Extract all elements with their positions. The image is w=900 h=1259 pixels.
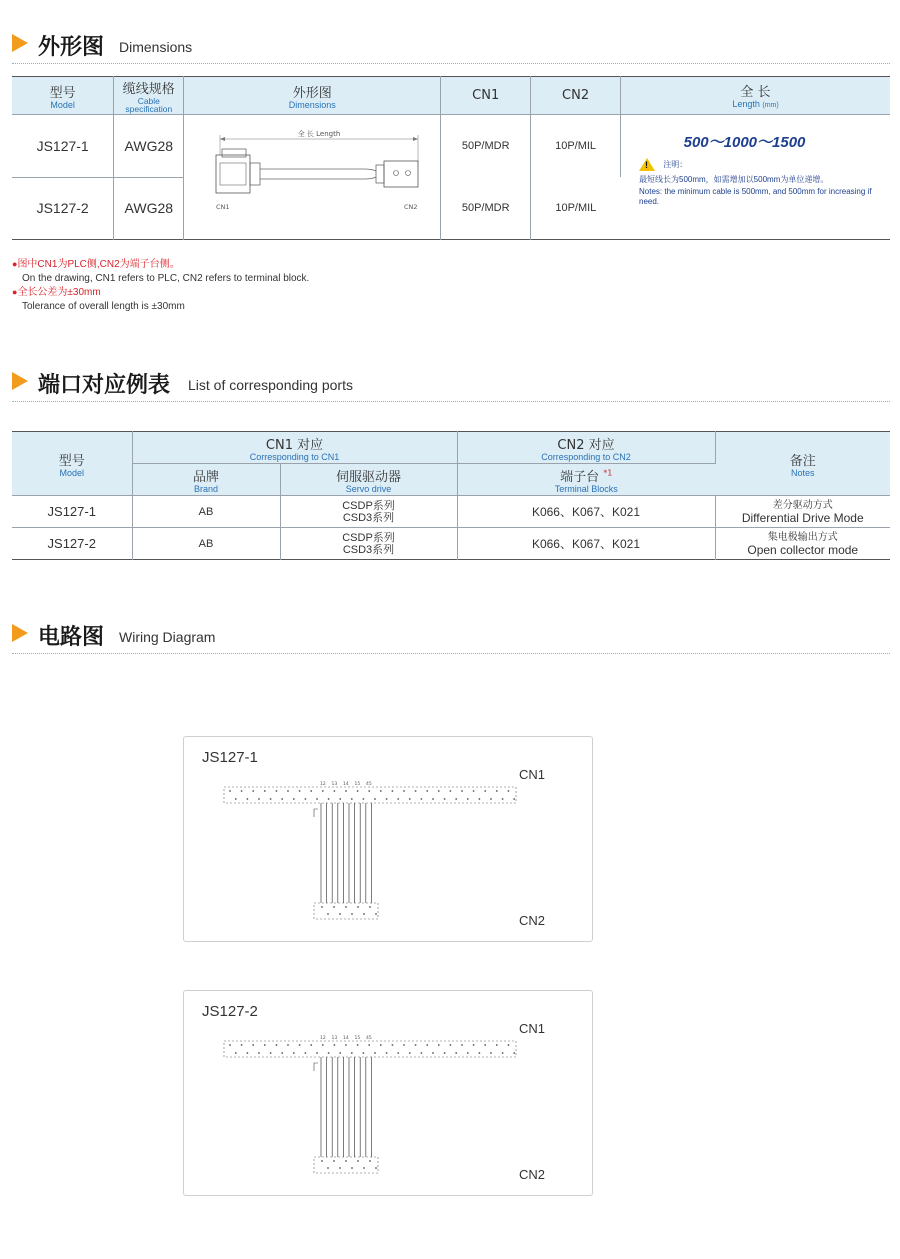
row1-terminal: K066、K067、K021: [457, 496, 715, 528]
pin-label: 14: [343, 782, 349, 787]
cn1-pin: [345, 1044, 347, 1046]
cn1-pin: [287, 1044, 289, 1046]
cn1-pin: [484, 790, 486, 792]
section-title-cn: 外形图: [38, 35, 105, 60]
section-title-cn: 电路图: [38, 625, 105, 650]
cn2-pin: [351, 1167, 353, 1169]
pin-label: 45: [366, 782, 372, 787]
cn1-pin: [392, 1044, 394, 1046]
cn1-pin: [421, 798, 423, 800]
row2-terminal: K066、K067、K021: [457, 528, 715, 560]
cn1-pin: [409, 1052, 411, 1054]
cn1-pin: [450, 1044, 452, 1046]
cn1-pin: [299, 1044, 301, 1046]
pin-label: 14: [343, 1036, 349, 1041]
section-header-ports: [12, 368, 890, 402]
section-header-wiring: [12, 620, 890, 654]
cn1-pin: [270, 798, 272, 800]
cn1-pin: [403, 790, 405, 792]
cn1-pin: [252, 790, 254, 792]
cn1-pin: [461, 790, 463, 792]
wiring-cn1-label: CN1: [519, 1021, 546, 1036]
cn1-pin: [473, 790, 475, 792]
warning-icon: !: [639, 158, 655, 171]
cn1-pin: [450, 790, 452, 792]
cn2-pin: [339, 1167, 341, 1169]
row1-awg: AWG28: [114, 115, 184, 178]
cn1-pin: [490, 1052, 492, 1054]
pin-label: 15: [354, 1036, 361, 1041]
cn2-pin: [363, 1167, 365, 1169]
cn1-pin: [513, 1052, 515, 1054]
pin-label: 12: [320, 1036, 326, 1041]
row2-model: JS127-2: [12, 528, 132, 560]
header-model: 型号 Model: [12, 77, 114, 115]
cn1-pin: [229, 1044, 231, 1046]
cn2-pin: [333, 1160, 335, 1162]
cn1-pin: [316, 1052, 318, 1054]
cn1-pin: [403, 1044, 405, 1046]
cn1-pin: [293, 1052, 295, 1054]
section-title-en: Wiring Diagram: [119, 629, 216, 645]
cn1-pin: [455, 798, 457, 800]
cn1-pin: [281, 798, 283, 800]
cn1-pin: [473, 1044, 475, 1046]
section-title-cn: 端口对应例表: [38, 373, 171, 398]
cn2-pin: [375, 913, 377, 915]
row1-cn2: 10P/MIL: [531, 115, 621, 178]
header-cn1: CN1 对应 Corresponding to CN1: [132, 432, 457, 464]
footnote-1: ●图中CN1为PLC侧,CN2为端子台侧。 On the drawing, CN1 refers to PLC, CN2 refers to terminal block.: [12, 259, 310, 284]
row2-cn1: 50P/MDR: [441, 177, 531, 240]
cn1-pin: [479, 1052, 481, 1054]
cn2-pin: [327, 913, 329, 915]
cn1-pin: [409, 798, 411, 800]
cn1-pin: [502, 1052, 504, 1054]
cn1-pin: [368, 1044, 370, 1046]
cn1-pin: [508, 790, 510, 792]
cn1-pin: [310, 1044, 312, 1046]
cable-drawing: [184, 115, 440, 239]
header-dimensions: 外形图 Dimensions: [184, 77, 441, 115]
pin-label: 15: [354, 782, 361, 787]
cn1-pin: [432, 1052, 434, 1054]
cn1-pin: [438, 790, 440, 792]
cn1-pin: [513, 798, 515, 800]
cn1-pin: [484, 1044, 486, 1046]
cn1-pin: [252, 1044, 254, 1046]
cn2-pin: [333, 906, 335, 908]
cn1-pin: [502, 798, 504, 800]
cn1-pin: [328, 798, 330, 800]
cn2-pin: [321, 1160, 323, 1162]
header-cn2: CN2: [531, 77, 621, 115]
cn1-pin: [293, 798, 295, 800]
cn1-pin: [444, 1052, 446, 1054]
pin-label: 13: [331, 1036, 338, 1041]
cn1-pin: [479, 798, 481, 800]
wiring-cn2-label: CN2: [519, 1167, 546, 1182]
arrow-icon: [12, 34, 28, 52]
header-length: 全 长 Length (mm): [621, 77, 891, 115]
cn1-pin: [334, 1044, 336, 1046]
cn1-pin: [235, 1052, 237, 1054]
header-model: 型号 Model: [12, 432, 132, 496]
row1-notes: 差分驱动方式 Differential Drive Mode: [715, 496, 890, 528]
cn1-pin: [380, 790, 382, 792]
row1-servo: CSDP系列 CSD3系列: [280, 496, 457, 528]
cn1-pin: [455, 1052, 457, 1054]
drawing-cn1-label: CN1: [216, 203, 230, 211]
cn1-pin: [496, 1044, 498, 1046]
wiring-cn1-label: CN1: [519, 767, 546, 782]
row1-brand: AB: [132, 496, 280, 528]
arrow-icon: [12, 624, 28, 642]
cn1-pin: [421, 1052, 423, 1054]
cn2-pin: [345, 1160, 347, 1162]
length-cell: [621, 115, 891, 240]
row2-notes: 集电极输出方式 Open collector mode: [715, 528, 890, 560]
cn1-pin: [310, 790, 312, 792]
header-brand: 品牌 Brand: [132, 464, 280, 496]
cn1-pin: [386, 798, 388, 800]
wire-bracket: [314, 809, 318, 817]
cn1-pin: [334, 790, 336, 792]
cn2-pin: [363, 913, 365, 915]
length-values: 500～1000～1500: [683, 134, 806, 151]
cn1-pin: [281, 1052, 283, 1054]
wiring-schematic: [184, 991, 594, 1197]
header-cn2: CN2 对应 Corresponding to CN2: [457, 432, 715, 464]
wire-bracket: [314, 1063, 318, 1071]
cn2-pin: [369, 906, 371, 908]
row2-awg: AWG28: [114, 177, 184, 240]
cn1-pin: [305, 798, 307, 800]
cn1-pin: [386, 1052, 388, 1054]
cn2-pin: [321, 906, 323, 908]
wiring-model: JS127-1: [202, 749, 258, 766]
cn1-pin: [229, 790, 231, 792]
cn2-pin: [357, 906, 359, 908]
cn1-pin: [397, 1052, 399, 1054]
cn1-pin: [345, 790, 347, 792]
row1-model: JS127-1: [12, 496, 132, 528]
cn1-pin: [339, 1052, 341, 1054]
cn1-pin: [374, 1052, 376, 1054]
cn1-pin: [363, 1052, 365, 1054]
cn1-pin: [264, 790, 266, 792]
pin-label: 13: [331, 782, 338, 787]
arrow-icon: [12, 372, 28, 390]
cn1-pin: [276, 1044, 278, 1046]
cn1-pin: [496, 790, 498, 792]
cn1-pin: [426, 790, 428, 792]
wiring-schematic: [184, 737, 594, 943]
cn1-pin: [241, 790, 243, 792]
cn1-pin: [322, 790, 324, 792]
cn2-pin: [327, 1167, 329, 1169]
cn2-pin: [351, 913, 353, 915]
cn1-pin: [432, 798, 434, 800]
cn1-pin: [351, 1052, 353, 1054]
cn1-pin: [368, 790, 370, 792]
cn1-pin: [264, 1044, 266, 1046]
cn1-pin: [415, 1044, 417, 1046]
footnote-2: ●全长公差为±30mm Tolerance of overall length is ±30mm: [12, 287, 185, 312]
cn2-pin: [345, 906, 347, 908]
length-note: ! 注明： 最短线长为500mm，如需增加以500mm为单位递增。 Notes: the minimum cable is 500mm, and 500mm for increasing if need.: [639, 160, 872, 206]
cn1-pin: [461, 1044, 463, 1046]
cn1-pin: [247, 798, 249, 800]
row1-cn1: 50P/MDR: [441, 115, 531, 178]
cn1-pin: [322, 1044, 324, 1046]
cn1-pin: [247, 1052, 249, 1054]
cn1-pin: [287, 790, 289, 792]
wiring-diagram-2: [183, 990, 593, 1196]
cn1-pin: [299, 790, 301, 792]
cn1-pin: [374, 798, 376, 800]
drawing-length-label: 全 长 Length: [297, 130, 341, 138]
cn2-pin: [375, 1167, 377, 1169]
cn1-pin: [438, 1044, 440, 1046]
cn2-pin: [369, 1160, 371, 1162]
cn1-pin: [316, 798, 318, 800]
cn2-connector: [314, 903, 378, 919]
wiring-cn2-label: CN2: [519, 913, 546, 928]
cn1-pin: [339, 798, 341, 800]
cn1-pin: [380, 1044, 382, 1046]
drawing-cn2-label: CN2: [404, 203, 418, 211]
cn1-pin: [426, 1044, 428, 1046]
header-cn1: CN1: [441, 77, 531, 115]
cn1-pin: [508, 1044, 510, 1046]
section-title-en: List of corresponding ports: [188, 377, 353, 393]
cn1-pin: [467, 798, 469, 800]
cn1-pin: [258, 1052, 260, 1054]
header-servo: 伺服驱动器 Servo drive: [280, 464, 457, 496]
cn1-pin: [351, 798, 353, 800]
cn1-pin: [415, 790, 417, 792]
row2-cn2: 10P/MIL: [555, 202, 597, 214]
cn1-pin: [357, 1044, 359, 1046]
row2-servo: CSDP系列 CSD3系列: [280, 528, 457, 560]
cn1-pin: [305, 1052, 307, 1054]
row1-model: JS127-1: [12, 115, 114, 178]
row2-brand: AB: [132, 528, 280, 560]
cn2-pin: [339, 913, 341, 915]
header-cable: 缆线规格 Cable specification: [114, 77, 184, 115]
cn1-pin: [392, 790, 394, 792]
cn1-pin: [467, 1052, 469, 1054]
wiring-model: JS127-2: [202, 1003, 258, 1020]
cn1-pin: [235, 798, 237, 800]
cn1-connector: [224, 1041, 516, 1057]
header-terminal: 端子台 $^{*1}$ Terminal Blocks: [457, 464, 715, 496]
dimension-drawing: [184, 115, 441, 240]
cn1-pin: [328, 1052, 330, 1054]
pin-label: 12: [320, 782, 326, 787]
dimensions-table: [12, 76, 890, 240]
cn1-pin: [444, 798, 446, 800]
wiring-diagram-1: [183, 736, 593, 942]
section-header-dimensions: [12, 30, 890, 64]
section-title-en: Dimensions: [119, 39, 193, 55]
cn1-pin: [276, 790, 278, 792]
pin-label: 45: [366, 1036, 372, 1041]
cn2-connector: [314, 1157, 378, 1173]
cn1-pin: [357, 790, 359, 792]
header-notes: 备注 Notes: [715, 432, 890, 496]
cn1-pin: [258, 798, 260, 800]
cn1-pin: [490, 798, 492, 800]
cn1-pin: [397, 798, 399, 800]
cn2-pin: [357, 1160, 359, 1162]
row2-model: JS127-2: [12, 177, 114, 240]
cn1-pin: [363, 798, 365, 800]
cn1-pin: [270, 1052, 272, 1054]
cn1-pin: [241, 1044, 243, 1046]
ports-table: [12, 431, 890, 560]
cn1-connector: [224, 787, 516, 803]
